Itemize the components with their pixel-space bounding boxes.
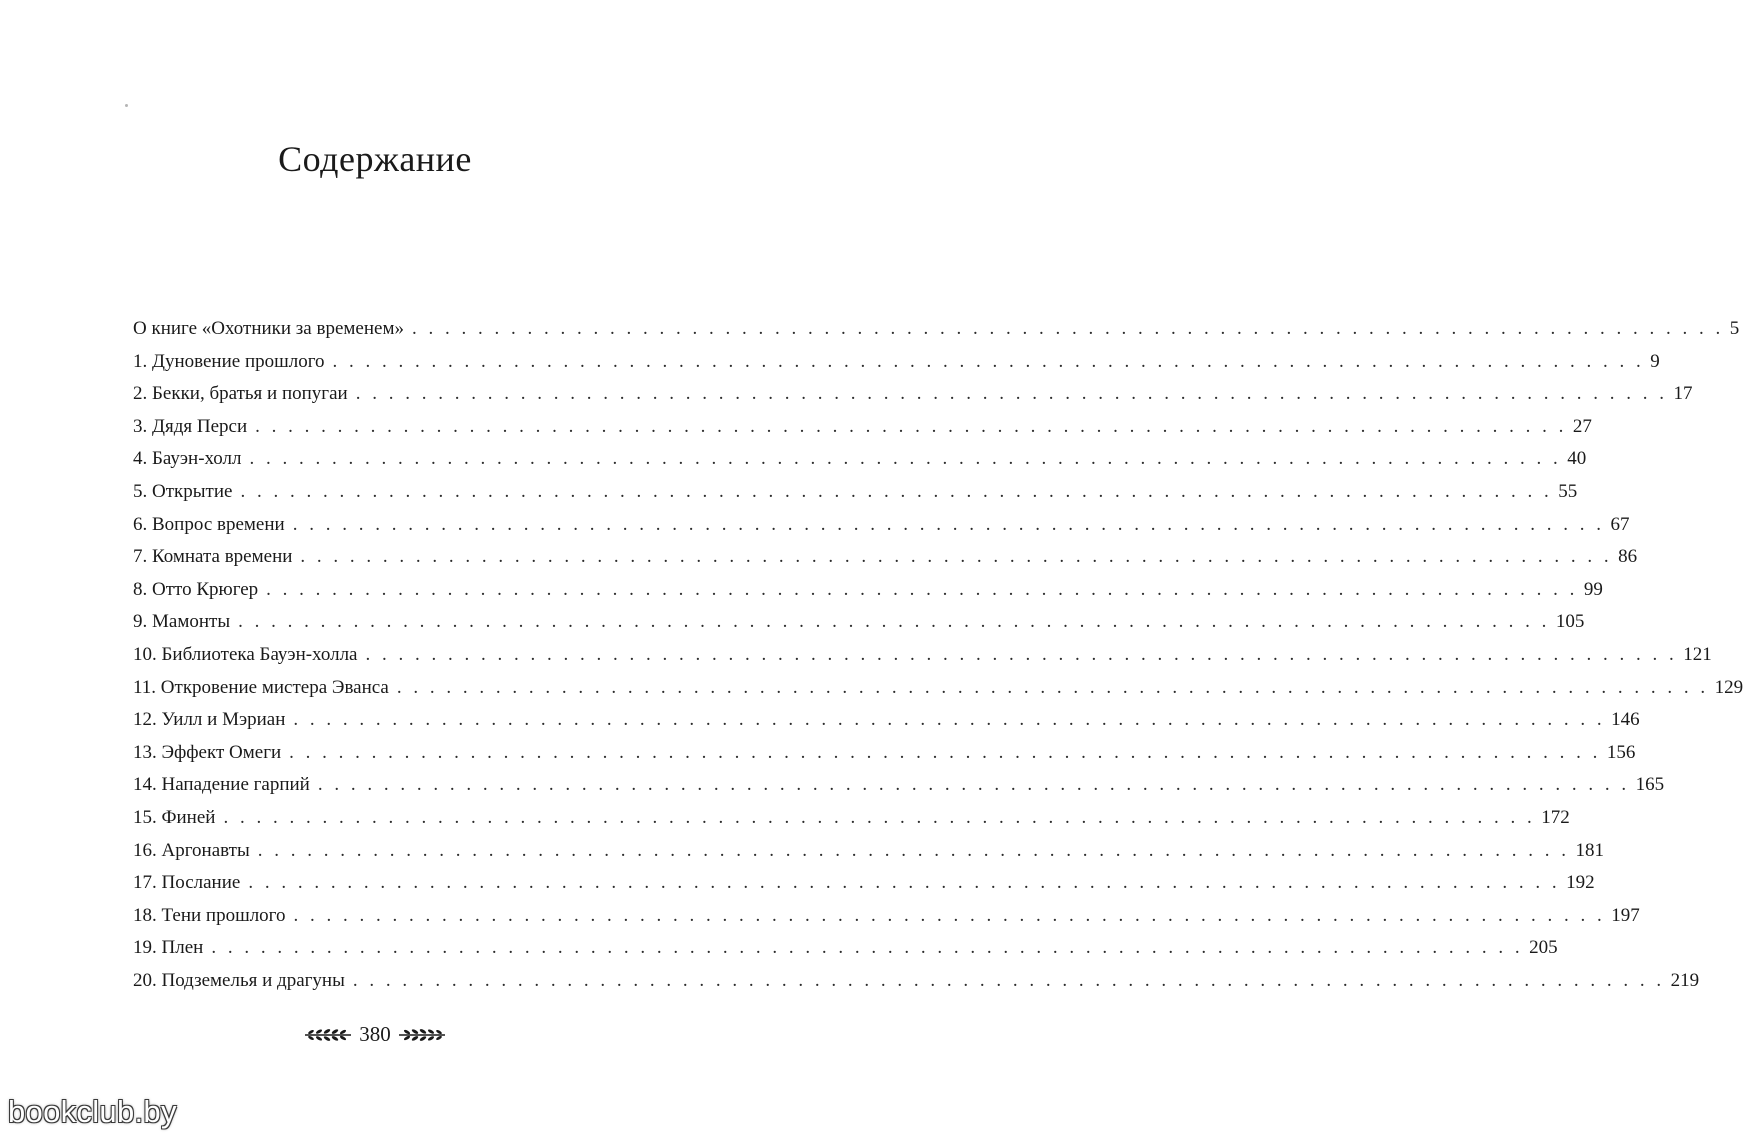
toc-entry: [133, 774, 1665, 807]
toc-entry-page: 105: [1555, 611, 1585, 633]
toc-entry-page: 17: [1673, 383, 1693, 405]
toc-entry-page: 156: [1606, 741, 1636, 763]
toc-entry-title: 6. Вопрос времени: [133, 513, 285, 535]
toc-entry-title: 17. Послание: [133, 872, 241, 894]
dot-leader: . . . . . . . . . . . . . . . . . . . . . . . . . . . . . . . . . . . . . . . . . . . . . . . . . . . . . . . . . . . . . . . . . . . . . . . . . . . . . . . .: [355, 383, 1668, 405]
toc-entry-title: 16. Аргонавты: [133, 839, 250, 861]
toc-entry: [133, 937, 1558, 970]
dot-leader: . . . . . . . . . . . . . . . . . . . . . . . . . . . . . . . . . . . . . . . . . . . . . . . . . . . . . . . . . . . . . . . . . . . . . . . . . . . . . . . .: [266, 578, 1578, 600]
toc-entry: [133, 904, 1640, 938]
toc-entry: [133, 350, 1660, 384]
toc-entry-page: 5: [1729, 318, 1740, 339]
toc-entry-title: 13. Эффект Омеги: [133, 741, 282, 763]
toc-entry-title: 2. Бекки, братья и попугаи: [133, 383, 348, 405]
toc-entry: [133, 480, 1578, 514]
toc-entry: [133, 806, 1570, 840]
dot-leader: . . . . . . . . . . . . . . . . . . . . . . . . . . . . . . . . . . . . . . . . . . . . . . . . . . . . . . . . . . . . . . . . . . . . . . . . . . . . . . . .: [249, 448, 1562, 470]
toc-entry-page: 86: [1618, 546, 1638, 568]
dot-leader: . . . . . . . . . . . . . . . . . . . . . . . . . . . . . . . . . . . . . . . . . . . . . . . . . . . . . . . . . . . . . . . . . . . . . . . . . . . . . . . .: [396, 676, 1709, 698]
toc-entry-title: 11. Откровение мистера Эванса: [133, 676, 389, 698]
dot-leader: . . . . . . . . . . . . . . . . . . . . . . . . . . . . . . . . . . . . . . . . . . . . . . . . . . . . . . . . . . . . . . . . . . . . . . . . . . . . . . . .: [411, 318, 1724, 339]
toc-entry-title: 4. Бауэн-холл: [133, 448, 242, 470]
toc-entry: [133, 872, 1595, 905]
dot-leader: . . . . . . . . . . . . . . . . . . . . . . . . . . . . . . . . . . . . . . . . . . . . . . . . . . . . . . . . . . . . . . . . . . . . . . . . . . . . . . . .: [255, 415, 1567, 437]
toc-entry: [133, 741, 1636, 775]
toc-entry-page: 129: [1714, 676, 1743, 698]
toc-entry-title: 1. Дуновение прошлого: [133, 350, 325, 372]
toc-entry: [133, 383, 1693, 416]
toc-entry: [133, 676, 1743, 710]
dot-leader: . . . . . . . . . . . . . . . . . . . . . . . . . . . . . . . . . . . . . . . . . . . . . . . . . . . . . . . . . . . . . . . . . . . . . . . . . . . . . . . .: [300, 546, 1613, 568]
page-speck: [125, 104, 128, 107]
toc-entry-page: 172: [1541, 806, 1570, 828]
toc-entry-title: О книге «Охотники за временем»: [133, 318, 404, 339]
toc-entry-title: 3. Дядя Перси: [133, 415, 248, 437]
page-footer: [0, 1024, 750, 1045]
toc-entry: [133, 839, 1604, 873]
dot-leader: . . . . . . . . . . . . . . . . . . . . . . . . . . . . . . . . . . . . . . . . . . . . . . . . . . . . . . . . . . . . . . . . . . . . . . . . . . . . . . . .: [257, 839, 1570, 861]
toc-entry-page: 27: [1572, 415, 1592, 437]
dot-leader: . . . . . . . . . . . . . . . . . . . . . . . . . . . . . . . . . . . . . . . . . . . . . . . . . . . . . . . . . . . . . . . . . . . . . . . . . . . . . . . .: [240, 480, 1553, 502]
laurel-branch-left-icon: [303, 1027, 353, 1043]
toc-entry-page: 205: [1529, 937, 1558, 959]
toc-entry: [133, 611, 1585, 644]
toc-entry-title: 12. Уилл и Мэриан: [133, 709, 286, 731]
toc-entry-title: 10. Библиотека Бауэн-холла: [133, 643, 358, 665]
toc-entry-page: 165: [1635, 774, 1665, 796]
toc-entry-page: 181: [1575, 839, 1604, 861]
page-title: Содержание: [278, 139, 472, 179]
page-number: 380: [359, 1022, 391, 1046]
watermark: bookclub.by: [8, 1094, 177, 1129]
toc-entry: [133, 318, 1740, 351]
toc-entry: [133, 546, 1638, 579]
toc-entry-title: 14. Нападение гарпий: [133, 774, 310, 796]
toc-entry: [133, 415, 1592, 449]
toc-entry-title: 9. Мамонты: [133, 611, 231, 633]
toc-entry-page: 99: [1583, 578, 1603, 600]
dot-leader: . . . . . . . . . . . . . . . . . . . . . . . . . . . . . . . . . . . . . . . . . . . . . . . . . . . . . . . . . . . . . . . . . . . . . . . . . . . . . . . .: [211, 937, 1524, 959]
dot-leader: . . . . . . . . . . . . . . . . . . . . . . . . . . . . . . . . . . . . . . . . . . . . . . . . . . . . . . . . . . . . . . . . . . . . . . . . . . . . . . . .: [223, 806, 1536, 828]
dot-leader: . . . . . . . . . . . . . . . . . . . . . . . . . . . . . . . . . . . . . . . . . . . . . . . . . . . . . . . . . . . . . . . . . . . . . . . . . . . . . . . .: [365, 643, 1678, 665]
toc-entry-page: 121: [1683, 643, 1712, 665]
laurel-branch-right-icon: [397, 1027, 447, 1043]
toc-entry-page: 197: [1611, 904, 1640, 926]
toc-entry-page: 55: [1558, 480, 1578, 502]
toc-entry-title: 19. Плен: [133, 937, 204, 959]
toc-entry-page: 146: [1611, 709, 1640, 731]
toc-entry-page: 9: [1650, 350, 1660, 372]
dot-leader: . . . . . . . . . . . . . . . . . . . . . . . . . . . . . . . . . . . . . . . . . . . . . . . . . . . . . . . . . . . . . . . . . . . . . . . . . . . . . . . .: [289, 741, 1601, 763]
dot-leader: . . . . . . . . . . . . . . . . . . . . . . . . . . . . . . . . . . . . . . . . . . . . . . . . . . . . . . . . . . . . . . . . . . . . . . . . . . . . . . . .: [293, 709, 1606, 731]
dot-leader: . . . . . . . . . . . . . . . . . . . . . . . . . . . . . . . . . . . . . . . . . . . . . . . . . . . . . . . . . . . . . . . . . . . . . . . . . . . . . . . .: [248, 872, 1561, 894]
dot-leader: . . . . . . . . . . . . . . . . . . . . . . . . . . . . . . . . . . . . . . . . . . . . . . . . . . . . . . . . . . . . . . . . . . . . . . . . . . . . . . . .: [332, 350, 1645, 372]
toc-entry-page: 219: [1670, 969, 1700, 991]
toc-entry: [133, 448, 1587, 481]
toc-entry-title: 8. Отто Крюгер: [133, 578, 259, 600]
toc-entry-page: 192: [1566, 872, 1595, 894]
toc-entry-title: 7. Комната времени: [133, 546, 293, 568]
toc-entry: [133, 969, 1700, 1003]
dot-leader: . . . . . . . . . . . . . . . . . . . . . . . . . . . . . . . . . . . . . . . . . . . . . . . . . . . . . . . . . . . . . . . . . . . . . . . . . . . . . . . .: [293, 904, 1606, 926]
dot-leader: . . . . . . . . . . . . . . . . . . . . . . . . . . . . . . . . . . . . . . . . . . . . . . . . . . . . . . . . . . . . . . . . . . . . . . . . . . . . . . . .: [292, 513, 1605, 535]
dot-leader: . . . . . . . . . . . . . . . . . . . . . . . . . . . . . . . . . . . . . . . . . . . . . . . . . . . . . . . . . . . . . . . . . . . . . . . . . . . . . . . .: [238, 611, 1550, 633]
toc-entry: [133, 513, 1630, 547]
toc-entry-title: 20. Подземелья и драгуны: [133, 969, 345, 991]
toc-entry-title: 18. Тени прошлого: [133, 904, 286, 926]
dot-leader: . . . . . . . . . . . . . . . . . . . . . . . . . . . . . . . . . . . . . . . . . . . . . . . . . . . . . . . . . . . . . . . . . . . . . . . . . . . . . . . .: [352, 969, 1665, 991]
toc-entry-title: 5. Открытие: [133, 480, 233, 502]
toc-entry: [133, 578, 1603, 612]
toc-entry-title: 15. Финей: [133, 806, 216, 828]
toc-entry: [133, 709, 1640, 742]
toc-entry: [133, 643, 1712, 677]
table-of-contents: [133, 318, 1743, 1002]
toc-entry-page: 67: [1610, 513, 1630, 535]
toc-entry-page: 40: [1567, 448, 1587, 470]
dot-leader: . . . . . . . . . . . . . . . . . . . . . . . . . . . . . . . . . . . . . . . . . . . . . . . . . . . . . . . . . . . . . . . . . . . . . . . . . . . . . . . .: [317, 774, 1630, 796]
